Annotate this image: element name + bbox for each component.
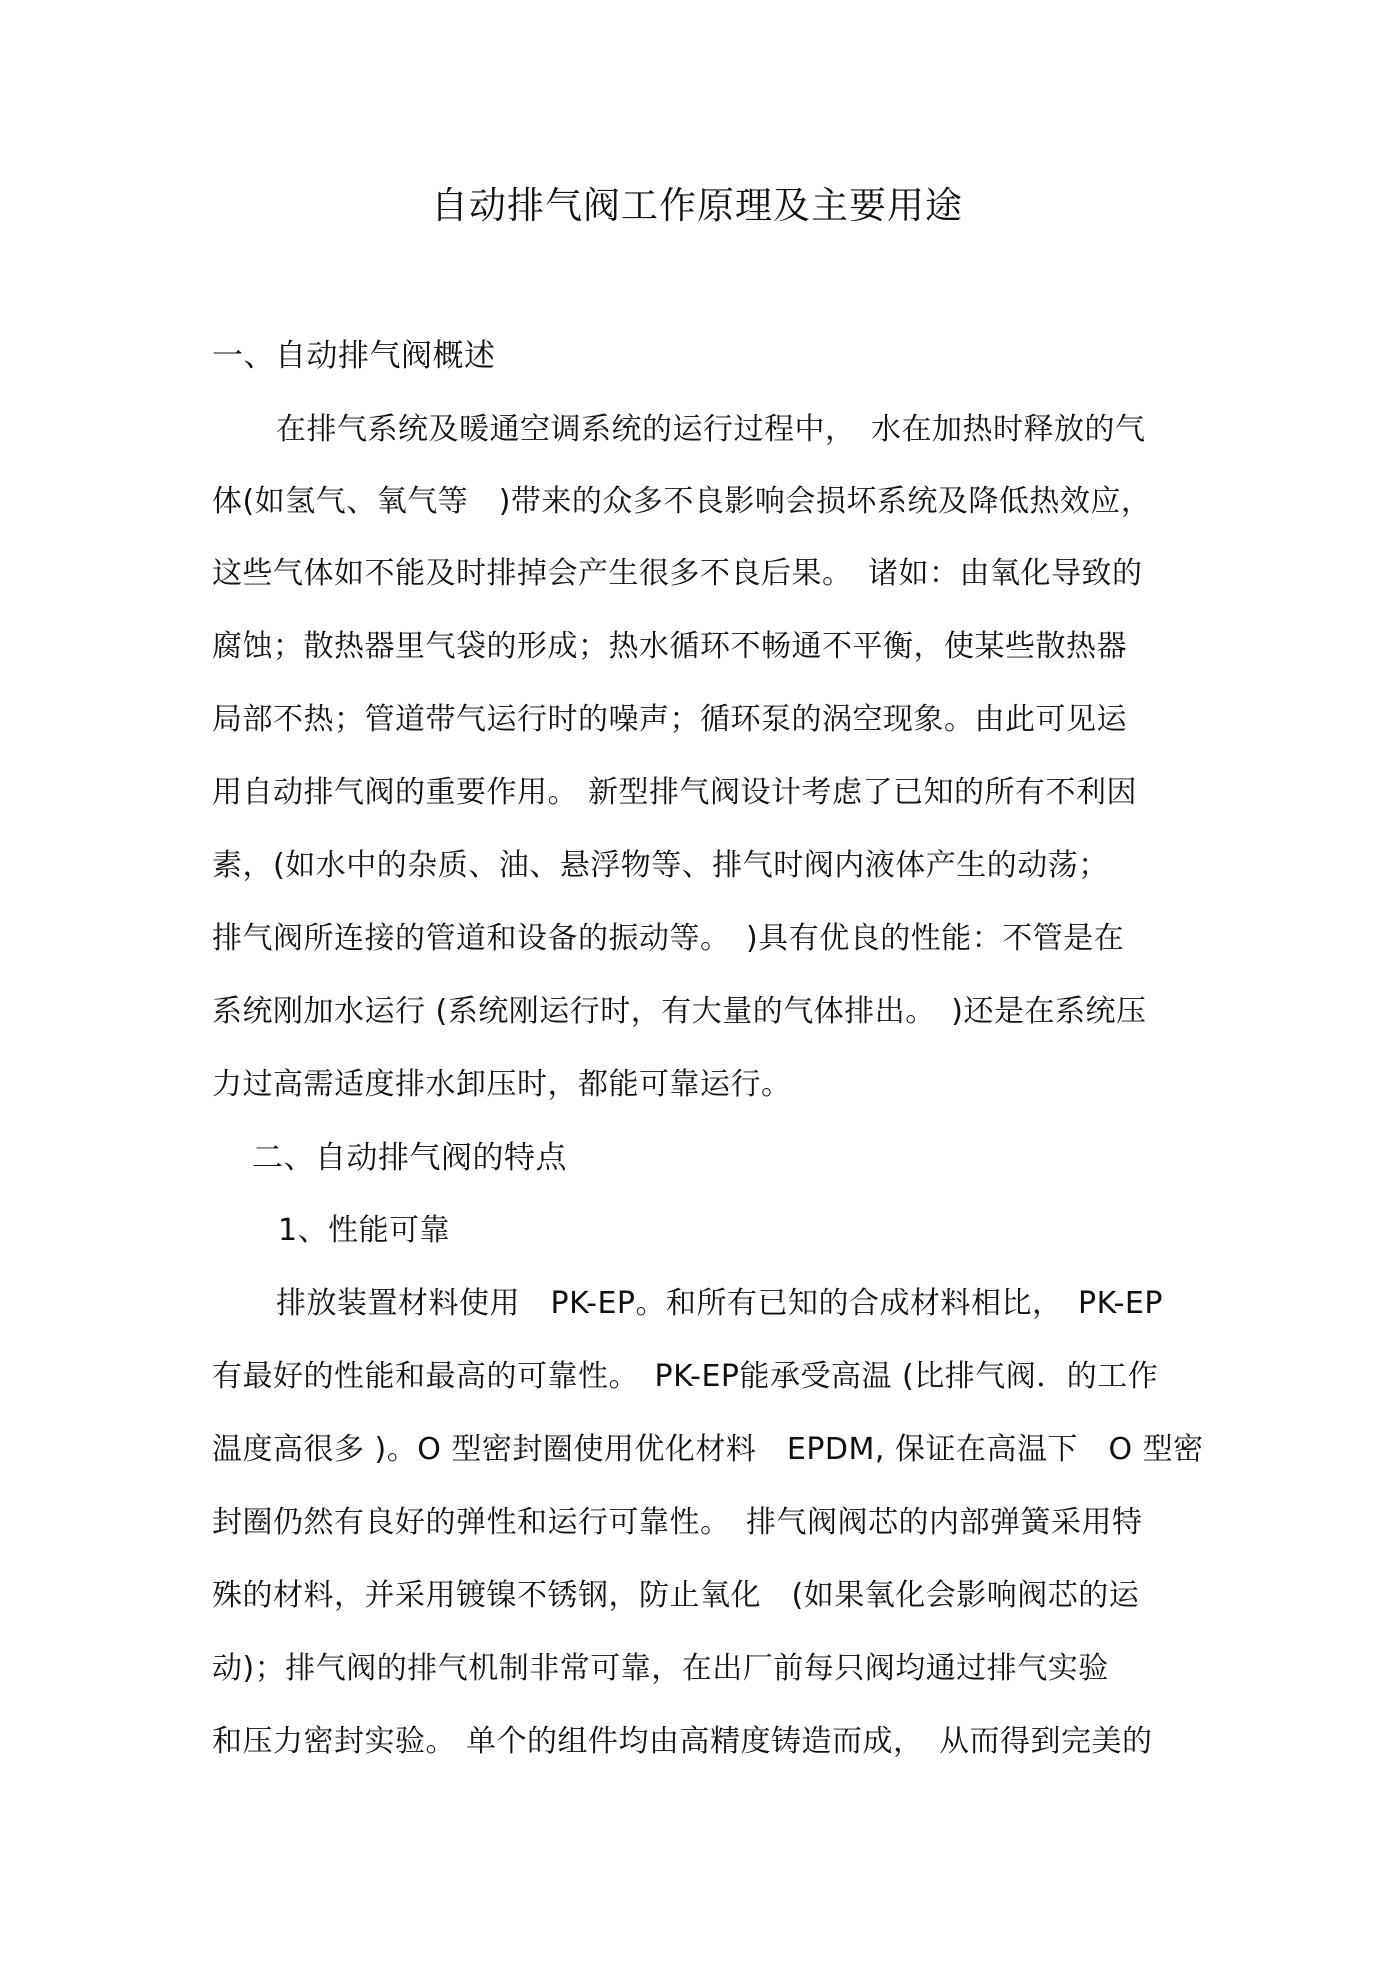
paragraph-line: 素，(如水中的杂质、油、悬浮物等、排气时阀内液体产生的动荡； xyxy=(212,848,1109,883)
paragraph-line: 力过高需适度排水卸压时，都能可靠运行。 xyxy=(212,1067,792,1102)
paragraph-line: 和压力密封实验。 单个的组件均由高精度铸造而成， 从而得到完美的 xyxy=(212,1724,1153,1759)
paragraph-line: 体(如氢气、氧气等 )带来的众多不良影响会损坏系统及降低热效应， xyxy=(212,484,1152,519)
paragraph-line: 动)；排气阀的排气机制非常可靠，在出厂前每只阀均通过排气实验 xyxy=(212,1651,1109,1686)
paragraph-line: 有最好的性能和最高的可靠性。 PK-EP能承受高温 (比排气阀．的工作 xyxy=(212,1359,1159,1394)
paragraph-line: 排气阀所连接的管道和设备的振动等。 )具有优良的性能：不管是在 xyxy=(212,921,1125,956)
paragraph-line: 腐蚀；散热器里气袋的形成；热水循环不畅通不平衡，使某些散热器 xyxy=(212,629,1127,664)
section-heading-overview: 一、自动排气阀概述 xyxy=(212,338,496,374)
paragraph-line: 系统刚加水运行 (系统刚运行时，有大量的气体排出。 )还是在系统压 xyxy=(212,994,1147,1029)
paragraph-line: 这些气体如不能及时排掉会产生很多不良后果。 诸如：由氧化导致的 xyxy=(212,556,1143,591)
paragraph-line: 排放装置材料使用 PK-EP。和所有已知的合成材料相比， PK-EP xyxy=(276,1286,1163,1321)
paragraph-line: 封圈仍然有良好的弹性和运行可靠性。 排气阀阀芯的内部弹簧采用特 xyxy=(212,1505,1143,1540)
paragraph-line: 局部不热；管道带气运行时的噪声；循环泵的涡空现象。由此可见运 xyxy=(212,702,1127,737)
section-heading-features: 二、自动排气阀的特点 xyxy=(252,1140,567,1176)
paragraph-line: 殊的材料，并采用镀镍不锈钢，防止氧化 (如果氧化会影响阀芯的运 xyxy=(212,1578,1140,1613)
subsection-heading: 1、性能可靠 xyxy=(278,1213,451,1248)
paragraph-line: 温度高很多 )。O 型密封圈使用优化材料 EPDM, 保证在高温下 O 型密 xyxy=(212,1432,1204,1467)
paragraph-line: 用自动排气阀的重要作用。 新型排气阀设计考虑了已知的所有不利因 xyxy=(212,775,1138,810)
document-title: 自动排气阀工作原理及主要用途 xyxy=(431,184,963,227)
paragraph-line: 在排气系统及暖通空调系统的运行过程中， 水在加热时释放的气 xyxy=(276,412,1146,447)
